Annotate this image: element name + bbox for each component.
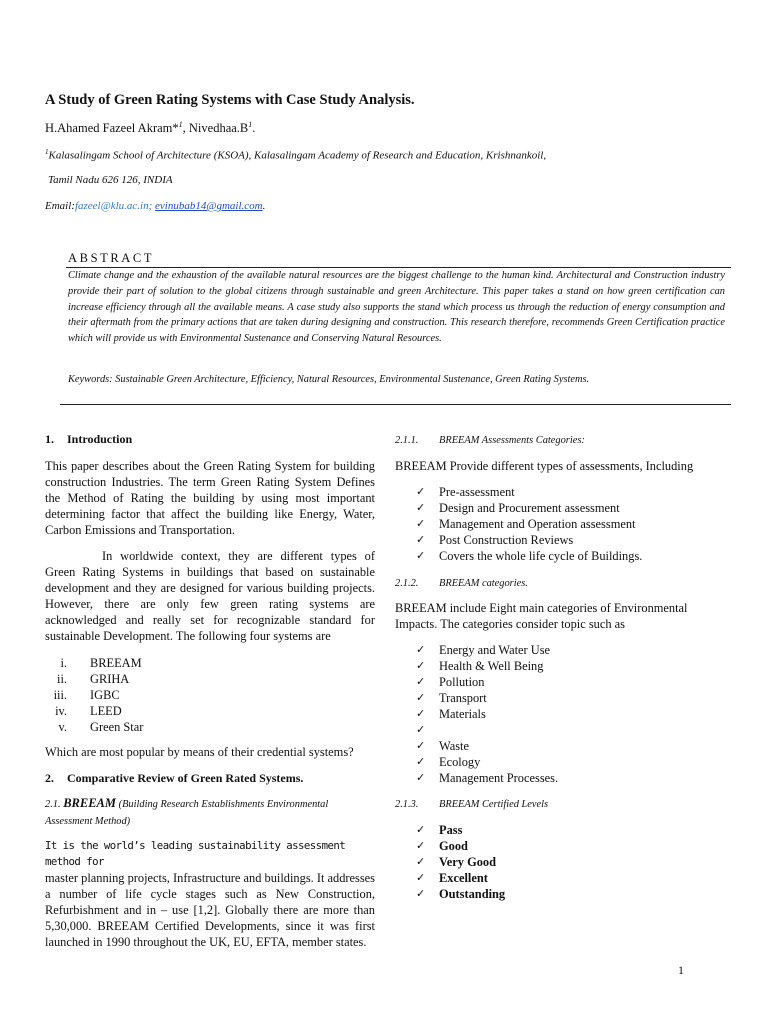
- check-icon: ✓: [416, 739, 426, 752]
- author-1: H.Ahamed Fazeel Akram*: [45, 121, 179, 136]
- list-item: [395, 548, 725, 564]
- rating-systems-list: [45, 655, 375, 735]
- email-link-1[interactable]: fazeel@klu.ac.in;: [74, 200, 153, 212]
- list-item: [395, 822, 725, 838]
- subsection-2-1-2-heading: [395, 576, 725, 592]
- section-2-heading: [45, 770, 375, 786]
- author-separator: ,: [182, 121, 189, 136]
- subsection-2-1-3-heading: [395, 797, 725, 813]
- check-icon: ✓: [416, 659, 426, 672]
- check-icon: ✓: [416, 501, 426, 514]
- list-item-label: Post Construction Reviews: [439, 533, 574, 547]
- subsection-title: BREEAM categories.: [439, 578, 528, 589]
- affiliation-line-2: Tamil Nadu 626 126, INDIA: [48, 174, 173, 186]
- subsection-number: 2.1.1.: [395, 435, 419, 446]
- list-item: [45, 719, 375, 735]
- author-2: Nivedhaa.B: [188, 121, 249, 136]
- check-icon: ✓: [416, 691, 426, 704]
- list-item: [395, 658, 725, 674]
- list-item: [395, 706, 725, 722]
- list-item-label: Outstanding: [439, 887, 506, 901]
- list-item-label: Transport: [439, 691, 487, 705]
- question-line: Which are most popular by means of their credential systems?: [45, 745, 354, 759]
- list-item-label: Covers the whole life cycle of Buildings.: [439, 549, 643, 563]
- list-item-number: iii.: [53, 688, 67, 702]
- list-item-label: Management Processes.: [439, 771, 559, 785]
- list-item: [45, 687, 375, 703]
- check-icon: ✓: [416, 771, 426, 784]
- author-1-affiliation-marker: 1: [178, 120, 183, 129]
- subsection-2-1-name: BREEAM: [63, 796, 117, 810]
- check-icon: ✓: [416, 855, 426, 868]
- affiliation-line-1: [45, 148, 546, 162]
- list-item-label: IGBC: [90, 688, 120, 702]
- email-label: Email:: [45, 200, 75, 212]
- list-item: [395, 642, 725, 658]
- check-icon: ✓: [416, 675, 426, 688]
- check-icon: ✓: [416, 887, 426, 900]
- list-item: [395, 770, 725, 786]
- breeam-paragraph: [45, 838, 375, 950]
- assessments-intro: BREEAM Provide different types of assessments, Including: [395, 459, 694, 473]
- check-icon: ✓: [416, 755, 426, 768]
- list-item: [395, 500, 725, 516]
- list-item-label: Excellent: [439, 871, 488, 885]
- list-item-label: Pass: [439, 823, 463, 837]
- breeam-paragraph-lead: It is the world’s leading sustainability assessment method for: [45, 839, 346, 868]
- list-item-number: ii.: [57, 672, 67, 686]
- keywords: Keywords: Sustainable Green Architecture, Efficiency, Natural Resources, Environmental Sustenance, Green Rating Systems.: [68, 374, 590, 385]
- check-icon: ✓: [416, 643, 426, 656]
- section-1-number: 1.: [45, 432, 54, 446]
- list-item: [395, 854, 725, 870]
- abstract-bottom-rule: [60, 404, 731, 405]
- subsection-title: BREEAM Assessments Categories:: [439, 435, 585, 446]
- list-item: [395, 690, 725, 706]
- list-item: [45, 671, 375, 687]
- list-item: [395, 484, 725, 500]
- list-item-number: iv.: [55, 704, 67, 718]
- assessments-list: [395, 484, 725, 564]
- intro-paragraph-1: This paper describes about the Green Rating System for building construction Industries. The term Green Rating System Defines the Method of Rating the building by using most important determining factor that affect the building like Energy, Water, Carbon Emissions and Transportation.: [45, 459, 375, 537]
- check-icon: ✓: [416, 549, 426, 562]
- abstract-heading: ABSTRACT: [68, 251, 155, 265]
- list-item-label: Waste: [439, 739, 469, 753]
- list-item-label: LEED: [90, 704, 122, 718]
- list-item-number: i.: [60, 656, 67, 670]
- section-2-number: 2.: [45, 771, 54, 785]
- list-item: [395, 516, 725, 532]
- check-icon: ✓: [416, 485, 426, 498]
- page-number: 1: [678, 963, 684, 977]
- categories-list: [395, 642, 725, 786]
- abstract-body: Climate change and the exhaustion of the available natural resources are the biggest challenge to the human kind. Architectural and Construction industry provide their part of solution to the global citizens through sustainable and green Architecture. This paper takes a stand on how green certification can increase efficiency through all the available means. A case study also supports the stand which process us through the reduction of energy consumption and their aftermath from the primary actions that are taken during designing and construction. This research therefore, recommends Green Certification practice which will provide us with Environmental Sustenance and Conserving Natural Resources.: [68, 270, 725, 345]
- list-item-label: BREEAM: [90, 656, 142, 670]
- list-item-label: Very Good: [439, 855, 497, 869]
- subsection-title: BREEAM Certified Levels: [439, 799, 549, 810]
- check-icon: ✓: [416, 723, 426, 736]
- subsection-2-1-number: 2.1.: [45, 799, 61, 810]
- breeam-paragraph-body: master planning projects, Infrastructure and buildings. It addresses a number of life cycle stages such as New Construction, Refurbishment and in – use [1,2]. Globally there are more than 5,30,000. BREEAM Certified Developments, since it was first launched in 1990 throughout the UK, EU, EFTA, member states.: [45, 871, 375, 949]
- subsection-2-1-heading: [45, 795, 375, 830]
- list-item-label: Green Star: [90, 720, 144, 734]
- check-icon: ✓: [416, 533, 426, 546]
- subsection-number: 2.1.2.: [395, 578, 419, 589]
- list-item-label: Ecology: [439, 755, 481, 769]
- affiliation-text: Kalasalingam School of Architecture (KSOA), Kalasalingam Academy of Research and Education, Krishnankoil,: [48, 149, 547, 162]
- check-icon: ✓: [416, 823, 426, 836]
- check-icon: ✓: [416, 517, 426, 530]
- list-item-label: Pollution: [439, 675, 485, 689]
- email-line: [45, 200, 265, 212]
- section-1-title: Introduction: [67, 432, 133, 446]
- check-icon: ✓: [416, 839, 426, 852]
- check-icon: ✓: [416, 707, 426, 720]
- list-item-label: Energy and Water Use: [439, 643, 551, 657]
- section-2-title: Comparative Review of Green Rated Systems.: [67, 771, 304, 785]
- author-line-end: .: [252, 121, 256, 136]
- certified-levels-list: [395, 822, 725, 902]
- email-line-end: .: [262, 200, 266, 212]
- affiliation-marker: 1: [45, 148, 49, 156]
- categories-intro: BREEAM include Eight main categories of Environmental Impacts. The categories consider topic such as: [395, 601, 688, 631]
- author-2-affiliation-marker: 1: [248, 120, 253, 129]
- list-item: [45, 655, 375, 671]
- list-item: [395, 754, 725, 770]
- subsection-2-1-description: (Building Research Establishments Environmental Assessment Method): [45, 799, 329, 827]
- list-item: [395, 838, 725, 854]
- author-line: [45, 120, 255, 136]
- list-item-number: v.: [58, 720, 67, 734]
- list-item-label: Good: [439, 839, 468, 853]
- intro-paragraph-2: In worldwide context, they are different types of Green Rating Systems in buildings that based on sustainable development and they are designed for various building projects. However, there are only few green rating systems are acknowledged and really set for recognizable standard for sustainable Development. The following four systems are: [45, 549, 375, 643]
- list-item-label: Design and Procurement assessment: [439, 501, 620, 515]
- section-1-heading: [45, 431, 375, 447]
- list-item: [395, 722, 725, 738]
- list-item: [395, 532, 725, 548]
- paper-title: A Study of Green Rating Systems with Case Study Analysis.: [45, 92, 415, 108]
- list-item-label: Health & Well Being: [439, 659, 544, 673]
- list-item: [395, 738, 725, 754]
- subsection-number: 2.1.3.: [395, 799, 419, 810]
- list-item: [395, 886, 725, 902]
- check-icon: ✓: [416, 871, 426, 884]
- list-item-label: Materials: [439, 707, 486, 721]
- email-link-2[interactable]: evinubab14@gmail.com: [155, 200, 263, 212]
- list-item: [45, 703, 375, 719]
- subsection-2-1-1-heading: [395, 433, 725, 449]
- list-item: [395, 674, 725, 690]
- list-item-label: Management and Operation assessment: [439, 517, 636, 531]
- list-item-label: GRIHA: [90, 672, 130, 686]
- list-item: [395, 870, 725, 886]
- list-item-label: Pre-assessment: [439, 485, 515, 499]
